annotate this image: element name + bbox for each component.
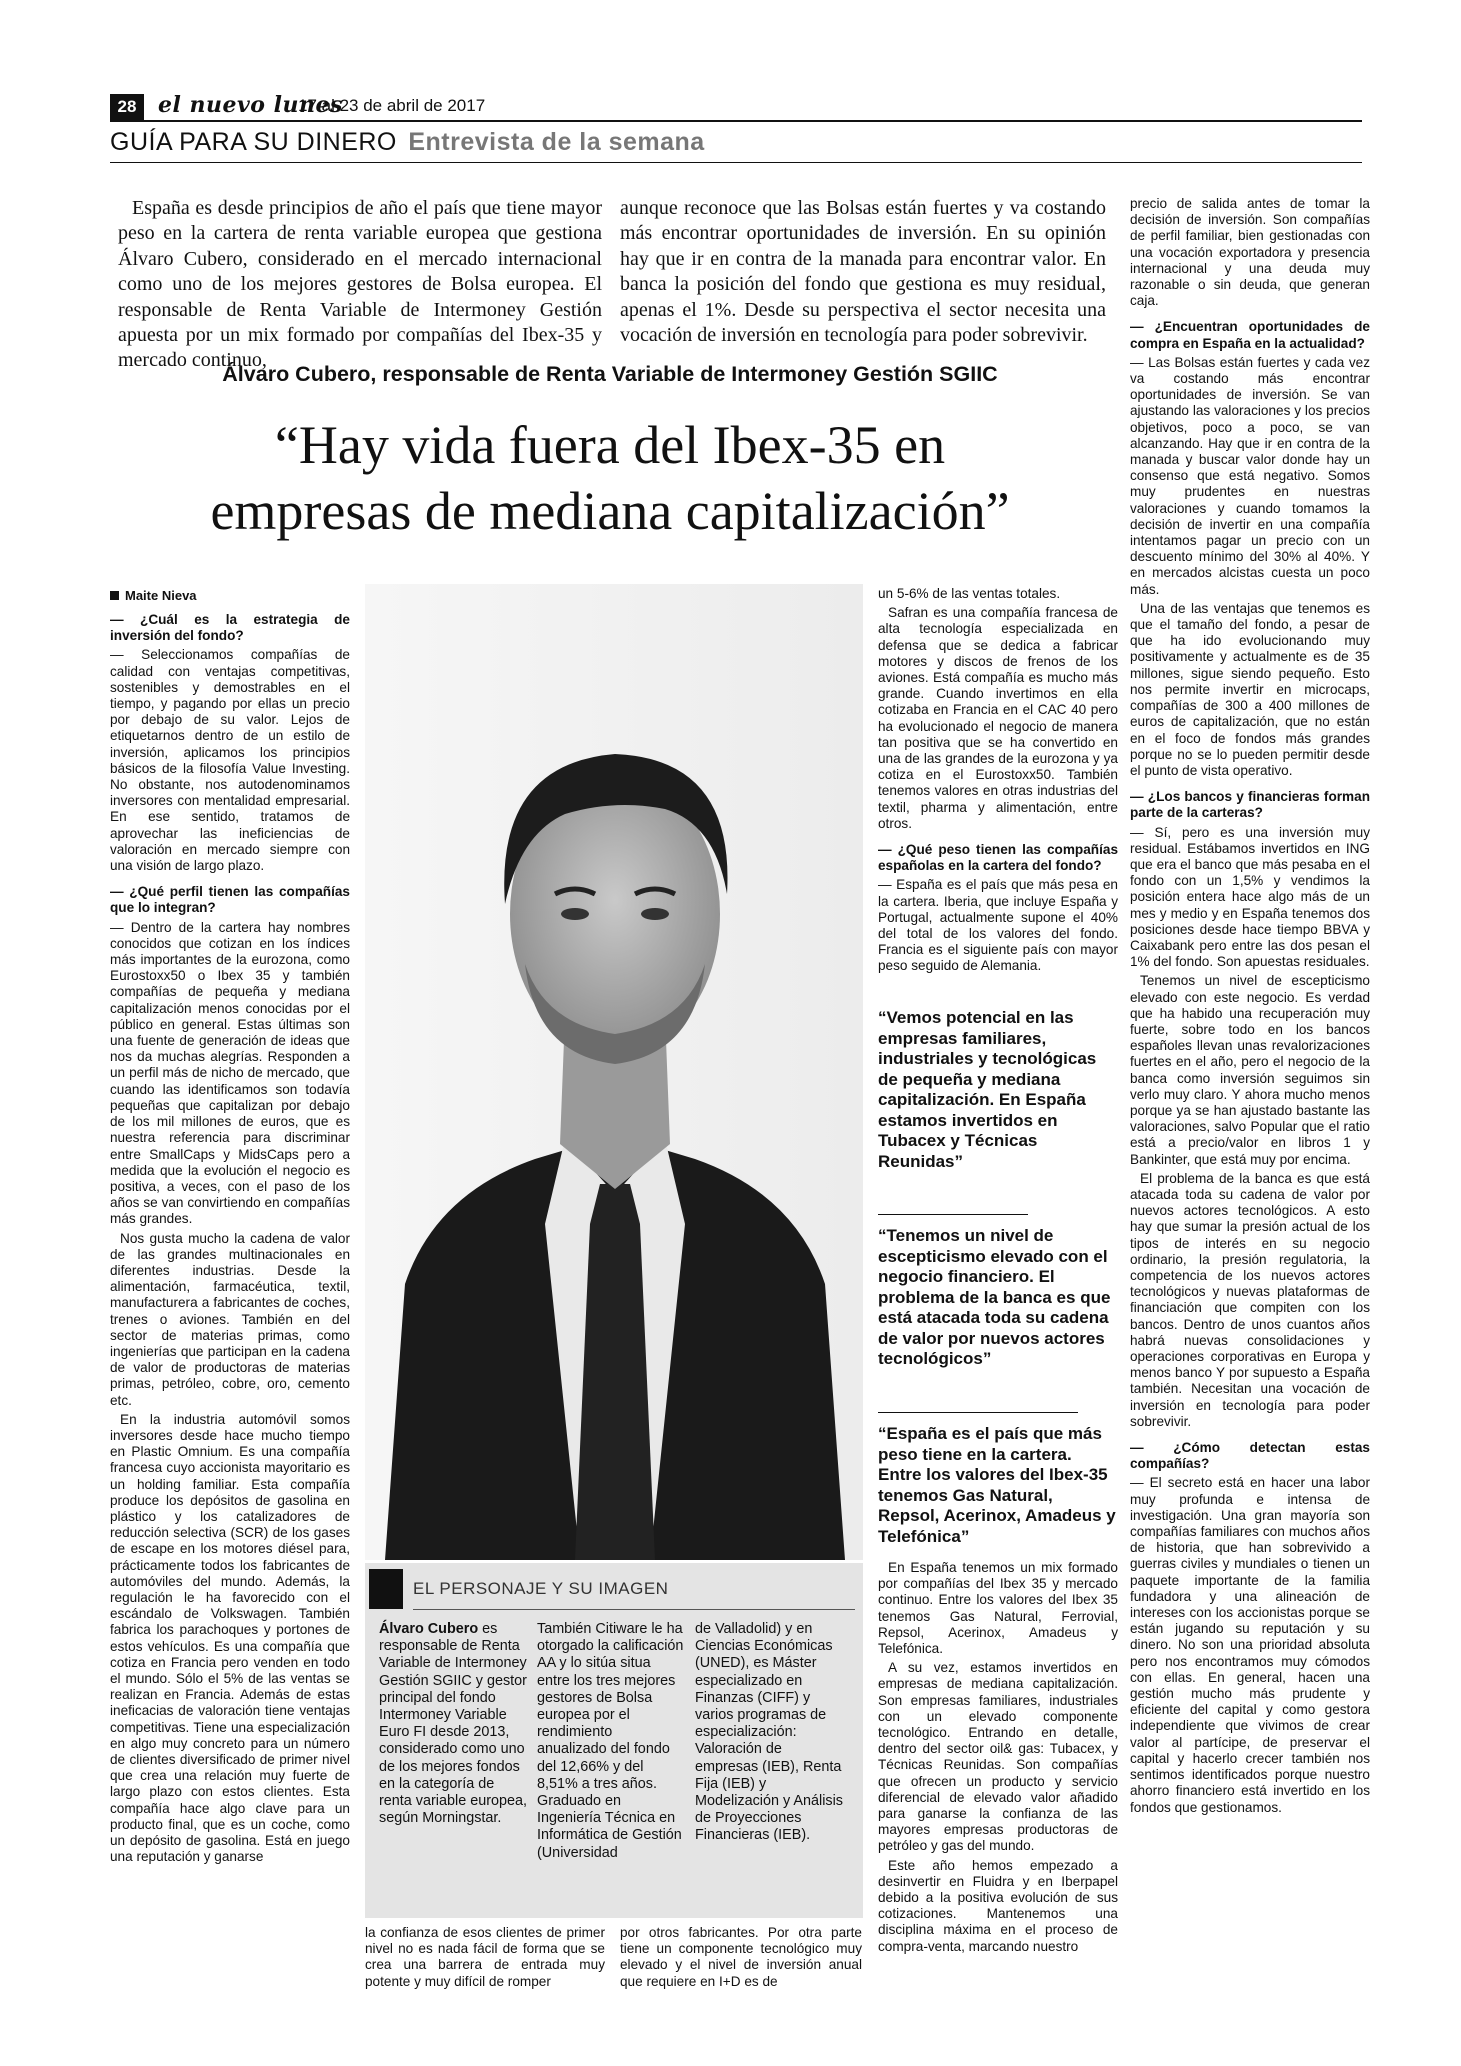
pull-rule (878, 1412, 1078, 1413)
paragraph: un 5-6% de las ventas totales. (878, 586, 1061, 601)
paragraph: Una de las ventajas que tenemos es que el tamaño del fondo, a pesar de que ha ido evolucionando muy positivamente y actualmente es de 35 millones, sigue siendo pequeño. Esto nos permite invertir en microcaps, compañías de 300 a 400 millones de euros de capitalización, que no están en el foco de fondos más grandes porque no se lo pueden permitir desde el punto de vista operativo. (1130, 600, 1370, 778)
paragraph: la confianza de esos clientes de primer nivel no es nada fácil de forma que se crea una barrera de entrada muy potente y muy difícil de romper (365, 1925, 605, 1989)
paragraph: Este año hemos empezado a desinvertir en Fluidra y en Iberpapel debido a la positiva evolución de sus cotizaciones. Mantenemos una disciplina máxima en el proceso de compra-venta, marcando nuestro (878, 1857, 1118, 1954)
portrait-image (365, 584, 863, 1560)
profile-text: es responsable de Renta Variable de Intermoney Gestión SGIIC y gestor principal del fondo Intermoney Variable Euro FI desde 2013, considerado como uno de los mejores fondos en la categoría de renta variable europea, según Morningstar. (379, 1621, 528, 1827)
answer: — Sí, pero es una inversión muy residual. Estábamos invertidos en ING que era el banco que más pesaba en el fondo con un 1,5% y vendimos la posición entera hace algo más de un mes y medio y en España tenemos dos posiciones desde hace tiempo BBVA y Caixabank pero entre las dos pesan el 1% del fondo. Son apuestas residuales. (1130, 824, 1370, 970)
pull-quote-1: “Vemos potencial en las empresas familiares, industriales y tecnológicas de pequeña y mediana capitalización. En España estamos invertidos en Tubacex y Técnicas Reunidas” (878, 1008, 1097, 1171)
paragraph: por otros fabricantes. Por otra parte tiene un componente tecnológico muy elevado y el nivel de inversión anual que requiere en I+D es de (620, 1925, 862, 1989)
column-3-bottom (878, 1560, 1118, 2030)
under-box-col-1 (365, 1925, 605, 2025)
pull-quote-3: “España es el país que más peso tiene en la cartera. Entre los valores del Ibex-35 tenemos Gas Natural, Repsol, Acerinox, Amadeus y Telefónica” (878, 1424, 1116, 1546)
profile-name: Álvaro Cubero (379, 1621, 479, 1637)
column-1 (110, 612, 350, 1972)
section-rule (110, 162, 1362, 163)
headline-line-1: “Hay vida fuera del Ibex-35 en (274, 415, 946, 475)
profile-box (365, 1563, 863, 1918)
portrait-photo (365, 584, 863, 1560)
question: — ¿Los bancos y financieras forman parte de la carteras? (1130, 789, 1370, 821)
answer: — Dentro de la cartera hay nombres conocidos que cotizan en los índices más importantes de la eurozona, como Eurostoxx50 o Ibex 35 y también compañías de pequeña y mediana capitalización menos conocidas por el público en general. Estas últimas son una fuente de generación de ideas que nos da muchas alegrías. Responden a un perfil más de nicho de mercado, que cuando las identificamos son todavía pequeñas que capitalizan por debajo de los mil millones de euros, que es nuestra referencia para discriminar entre SmallCaps y MidsCaps pero a medida que la evolución el negocio es positiva, a veces, con el paso de los años se van convirtiendo en compañías más grandes. (110, 919, 350, 1227)
masthead-logo: el nuevo lunes (158, 92, 343, 118)
section-name: GUÍA PARA SU DINERO (110, 128, 397, 156)
paragraph: El problema de la banca es que está atacada toda su cadena de valor por nuevos actores tecnológicos. A esto hay que sumar la presión actual de los tipos de interés en su negocio ordinario, la presión regulatoria, la competencia de los nuevos actores tecnológicos y nuevas plataformas de financiación que compiten con los bancos. Dentro de unos cuantos años habrá nuevas consolidaciones y operaciones corporativas en Europa y menos banco Y por supuesto a España también. Necesitan una vocación de inversión en tecnología para poder sobrevivir. (1130, 1170, 1370, 1429)
profile-col-3: de Valladolid) y en Ciencias Económicas (UNED), es Máster especializado en Finanzas (CIFF) y varios programas de especialización: Valoración de empresas (IEB), Renta Fija (IEB) y Modelización y Análisis de Proyecciones Financieras (IEB). (695, 1621, 843, 1844)
intro-left-text: España es desde principios de año el país que tiene mayor peso en la cartera de renta variable europea que gestiona Álvaro Cubero, considerado en el mercado internacional como uno de los mejores gestores de Bolsa europea. El responsable de Renta Variable de Intermoney Gestión apuesta por un mix formado por compañías del Ibex-35 y mercado continuo, (118, 197, 602, 372)
question: — ¿Cómo detectan estas compañías? (1130, 1440, 1370, 1472)
profile-box-title: EL PERSONAJE Y SU IMAGEN (413, 1579, 669, 1598)
issue-date: 17 al 23 de abril de 2017 (298, 96, 486, 115)
pull-rule (878, 1214, 1028, 1215)
profile-box-header (365, 1569, 863, 1609)
column-4 (1130, 196, 1370, 2042)
intro-left (118, 196, 602, 374)
section-title (110, 128, 705, 157)
question: — ¿Qué perfil tienen las compañías que lo integran? (110, 884, 350, 916)
header-rule (110, 120, 1362, 122)
column-3-top (878, 586, 1118, 978)
profile-box-rule (413, 1609, 855, 1610)
section-subtitle: Entrevista de la semana (408, 128, 705, 156)
answer: — El secreto está en hacer una labor muy profunda e intensa de investigación. Una gran mayoría son compañías familiares con muchos años de historia, que han sobrevivido a guerras civiles y mundiales o tienen un paquete importante de la familia fundadora y una alineación de intereses con los accionistas porque se están jugando su reputación y su dinero. No son una prioridad absoluta pero nos encontramos muy cómodos con ellas. En general, hacen una gestión mucho más prudente y eficiente del capital y como gestora independiente que vivimos de crear valor al partícipe, de preservar el capital y hacerlo crecer también nos sentimos identificados porque nuestro ahorro financiero está invertido en los fondos que gestionamos. (1130, 1475, 1370, 1815)
paragraph: A su vez, estamos invertidos en empresas de mediana capitalización. Son empresas familiares, industriales con un elevado componente tecnológico. Entrando en detalle, dentro del sector oil& gas: Tubacex, y Técnicas Reunidas. Son compañías que ofrecen un producto y servicio diferencial de elevado valor añadido para ganarse la confianza de las mayores empresas productoras de petróleo y gas del mundo. (878, 1660, 1118, 1854)
paragraph: Safran es una compañía francesa de alta tecnología especializada en defensa que se dedica a fabricar motores y discos de frenos de los aviones. Está compañía es mucho más grande. Cuando invertimos en ella cotizaba en Francia en el CAC 40 pero ha evolucionado el negocio de manera tan positiva que se ha convertido en una de las grandes de la eurozona y ya cotiza en el Eurostoxx50. También tenemos valores en otras industrias del textil, pharma y alimentación, entre otros. (878, 605, 1118, 831)
answer: — Las Bolsas están fuertes y cada vez va costando más encontrar oportunidades de inversión. Se van ajustando las valoraciones y los precios objetivos, poco a poco, se van alcanzando. Hay que ir en contra de la manada y buscar valor donde hay un consenso que está negativo. Somos muy prudentes en nuestras valoraciones y cuando tomamos la decisión de invertir en una compañía intentamos pagar un precio con un descuento mínimo del 30% al 40%. Y en mercados alcistas cuesta un poco más. (1130, 354, 1370, 597)
byline (110, 588, 197, 603)
question: — ¿Cuál es la estrategia de inversión del fondo? (110, 612, 350, 644)
paragraph: En España tenemos un mix formado por compañías del Ibex 35 y mercado continuo. Entre los valores del Ibex 35 tenemos Gas Natural, Ferrovial, Repsol, Acerinox, Amadeus y Telefónica. (878, 1560, 1118, 1657)
headline-line-2: empresas de mediana capitalización” (210, 481, 1010, 541)
profile-col-2: También Citiware le ha otorgado la calificación AA y lo sitúa situa entre los tres mejores gestores de Bolsa europea por el rendimiento anualizado del fondo del 12,66% y del 8,51% a tres años. Graduado en Ingeniería Técnica en Informática de Gestión (Universidad (537, 1621, 684, 1861)
paragraph: precio de salida antes de tomar la decisión de inversión. Son compañías de perfil familiar, bien gestionadas con una vocación exportadora y presencia internacional y una deuda muy razonable o sin deuda, que generan caja. (1130, 196, 1370, 309)
paragraph: En la industria automóvil somos inversores desde hace mucho tiempo en Plastic Omnium. Es una compañía francesa cuyo accionista mayoritario es un holding familiar. Esta compañía produce los depósitos de gasolina en plástico y los catalizadores de reducción selectiva (SCR) de los gases de escape en los motores diésel para, prácticamente todos los fabricantes de automóviles del mundo. Además, la regulación le ha favorecido con el escándalo de Volkswagen. También fabrica los parachoques y portones de estos vehículos. Es una compañía que cotiza en Francia pero venden en todo el mundo. Sólo el 5% de las ventas se realizan en Francia. Además de estas ineficacias de valoración tiene ventajas competitivas. Tiene una especialización en algo muy concreto para un número de clientes diversificado de primer nivel que crea una relación muy fuerte de largo plazo con estos clientes. Esta compañía hace algo clave para un producto final, que es un coche, como un depósito de gasolina. Está en juego una reputación y ganarse (110, 1411, 350, 1865)
intro-right (620, 196, 1106, 348)
question: — ¿Encuentran oportunidades de compra en España en la actualidad? (1130, 319, 1370, 351)
pull-quote-2: “Tenemos un nivel de escepticismo elevado con el negocio financiero. El problema de la banca es que está atacada toda su cadena de valor por nuevos actores tecnológicos” (878, 1226, 1111, 1368)
paragraph: Tenemos un nivel de escepticismo elevado con este negocio. Es verdad que ha habido una recuperación muy fuerte, sobre todo en los bancos españoles llevan unas revalorizaciones fuertes en el año, pero el negocio de la banca como inversión seguimos sin verlo muy claro. Y ahora mucho menos porque ya se han ajustado bastante las valoraciones, salvo Popular que el ratio está a precio/valor en libros 1 y Bankinter, que está muy por encima. (1130, 973, 1370, 1167)
page-number: 28 (110, 94, 144, 120)
byline-square-icon (110, 591, 119, 600)
question: — ¿Qué peso tienen las compañías españolas en la cartera del fondo? (878, 842, 1118, 874)
subhead: Álvaro Cubero, responsable de Renta Variable de Intermoney Gestión SGIIC (222, 362, 998, 386)
intro-right-text: aunque reconoce que las Bolsas están fuertes y va costando más encontrar oportunidades de inversión. En su opinión hay que ir en contra de la manada para encontrar valor. En banca la posición del fondo que gestiona es muy residual, apenas el 1%. Desde su perspectiva el sector necesita una vocación de inversión en tecnología para poder sobrevivir. (620, 197, 1106, 347)
paragraph: Nos gusta mucho la cadena de valor de las grandes multinacionales en diferentes industrias. Desde la alimentación, farmacéutica, textil, manufacturera a fabricantes de coches, trenes o aviones. También en del sector de materias primas, como ingenierías que participan en la cadena de valor de productoras de materias primas, petróleo, cobre, oro, cemento etc. (110, 1230, 350, 1408)
headline (110, 412, 1110, 544)
profile-box-marker (369, 1569, 403, 1609)
answer: — Seleccionamos compañías de calidad con ventajas competitivas, sostenibles y demostrables en el tiempo, y pagando por ellas un precio por debajo de su valor. Lejos de etiquetarnos dentro de un estilo de inversión, aplicamos los principios básicos de la filosofía Value Investing. No obstante, nos autodenominamos inversores con mentalidad empresarial. En ese sentido, tratamos de aprovechar las ineficiencias de valoración en mercado siempre con una visión de largo plazo. (110, 647, 350, 874)
answer: — España es el país que más pesa en la cartera. Iberia, que incluye España y Portugal, actualmente supone el 40% del total de los valores del fondo. Francia es el siguiente país con mayor peso seguido de Alemania. (878, 877, 1118, 974)
author-name: Maite Nieva (125, 588, 197, 603)
under-box-col-2 (620, 1925, 862, 2025)
profile-col-1 (379, 1621, 527, 1827)
